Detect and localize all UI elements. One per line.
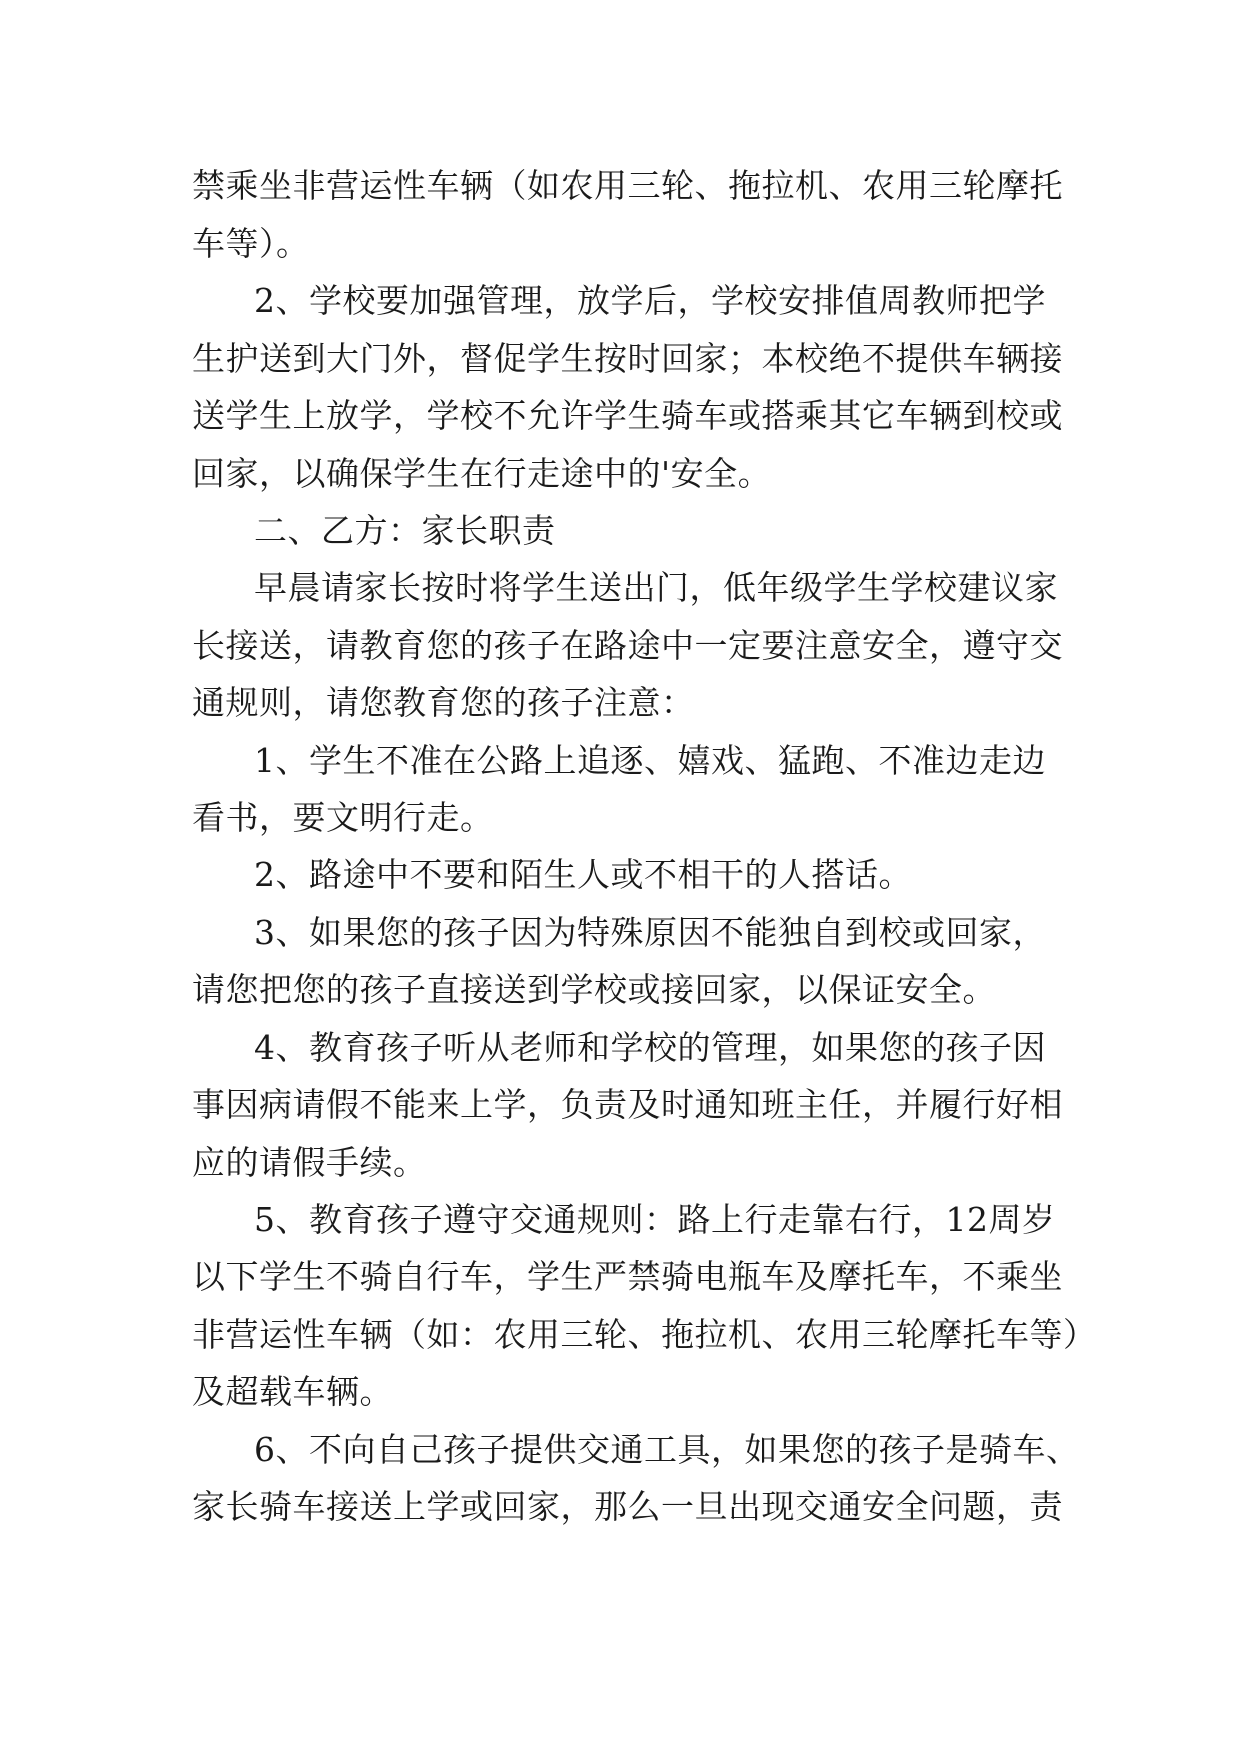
text-line: 及超载车辆。 xyxy=(192,1372,393,1411)
text-line: 请您把您的孩子直接送到学校或接回家，以保证安全。 xyxy=(192,970,996,1009)
text-line: 家长骑车接送上学或回家，那么一旦出现交通安全问题，责 xyxy=(192,1487,1063,1526)
text-line: 2、路途中不要和陌生人或不相干的人搭话。 xyxy=(254,855,912,894)
text-line: 以下学生不骑自行车，学生严禁骑电瓶车及摩托车，不乘坐 xyxy=(192,1257,1063,1296)
text-line: 4、教育孩子听从老师和学校的管理，如果您的孩子因 xyxy=(254,1028,1046,1067)
text-line: 看书，要文明行走。 xyxy=(192,798,494,837)
text-line: 禁乘坐非营运性车辆（如农用三轮、拖拉机、农用三轮摩托 xyxy=(192,166,1063,205)
text-line: 生护送到大门外，督促学生按时回家；本校绝不提供车辆接 xyxy=(192,339,1063,378)
text-line: 6、不向自己孩子提供交通工具，如果您的孩子是骑车、 xyxy=(254,1430,1080,1469)
text-line: 3、如果您的孩子因为特殊原因不能独自到校或回家， xyxy=(254,913,1046,952)
text-line: 应的请假手续。 xyxy=(192,1143,427,1182)
text-line: 通规则，请您教育您的孩子注意： xyxy=(192,683,695,722)
text-line: 非营运性车辆（如：农用三轮、拖拉机、农用三轮摩托车等） xyxy=(192,1315,1097,1354)
text-line: 送学生上放学，学校不允许学生骑车或搭乘其它车辆到校或 xyxy=(192,396,1063,435)
text-line: 车等）。 xyxy=(192,224,310,263)
text-line: 回家，以确保学生在行走途中的'安全。 xyxy=(192,454,772,493)
text-line: 5、教育孩子遵守交通规则：路上行走靠右行，12周岁 xyxy=(254,1200,1056,1239)
text-line: 事因病请假不能来上学，负责及时通知班主任，并履行好相 xyxy=(192,1085,1063,1124)
text-line: 早晨请家长按时将学生送出门，低年级学生学校建议家 xyxy=(254,568,1058,607)
section-heading: 二、乙方：家长职责 xyxy=(254,511,556,550)
text-line: 长接送，请教育您的孩子在路途中一定要注意安全，遵守交 xyxy=(192,626,1063,665)
text-line: 2、学校要加强管理，放学后，学校安排值周教师把学 xyxy=(254,281,1046,320)
text-line: 1、学生不准在公路上追逐、嬉戏、猛跑、不准边走边 xyxy=(254,741,1046,780)
